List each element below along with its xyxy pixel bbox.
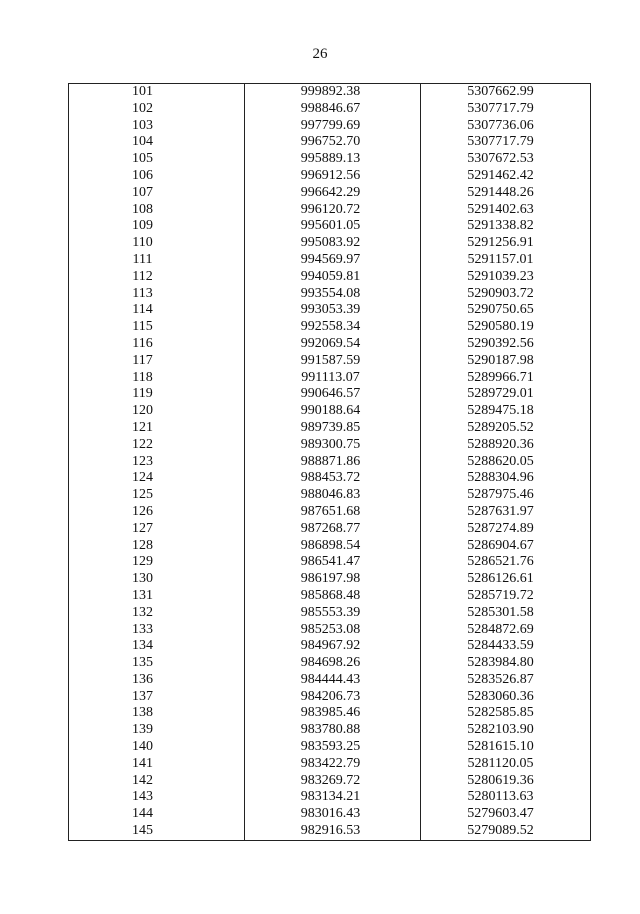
point-number-cell: 102 (69, 101, 245, 118)
table-row (69, 554, 591, 571)
x-coordinate-cell: 996120.72 (245, 202, 421, 219)
y-coordinate-cell: 5291039.23 (421, 269, 591, 286)
table-row (69, 487, 591, 504)
point-number-cell: 135 (69, 655, 245, 672)
y-coordinate-cell: 5290580.19 (421, 319, 591, 336)
x-coordinate-cell: 987268.77 (245, 521, 421, 538)
x-coordinate-cell: 991587.59 (245, 353, 421, 370)
point-number-cell: 101 (69, 84, 245, 101)
page-number: 26 (312, 46, 328, 62)
y-coordinate-cell: 5290392.56 (421, 336, 591, 353)
y-coordinate-cell: 5279089.52 (421, 823, 591, 840)
x-coordinate-cell: 995601.05 (245, 218, 421, 235)
x-coordinate-cell: 983985.46 (245, 705, 421, 722)
point-number-cell: 145 (69, 823, 245, 840)
table-row (69, 202, 591, 219)
table-row (69, 336, 591, 353)
y-coordinate-cell: 5291157.01 (421, 252, 591, 269)
y-coordinate-cell: 5284433.59 (421, 638, 591, 655)
table-row (69, 454, 591, 471)
y-coordinate-cell: 5288920.36 (421, 437, 591, 454)
table-row (69, 806, 591, 823)
point-number-cell: 130 (69, 571, 245, 588)
point-number-cell: 123 (69, 454, 245, 471)
y-coordinate-cell: 5281120.05 (421, 756, 591, 773)
y-coordinate-cell: 5284872.69 (421, 622, 591, 639)
x-coordinate-cell: 990646.57 (245, 386, 421, 403)
y-coordinate-cell: 5307736.06 (421, 118, 591, 135)
x-coordinate-cell: 987651.68 (245, 504, 421, 521)
table-row (69, 403, 591, 420)
table-row (69, 218, 591, 235)
table-row (69, 622, 591, 639)
y-coordinate-cell: 5279603.47 (421, 806, 591, 823)
x-coordinate-cell: 998846.67 (245, 101, 421, 118)
point-number-cell: 106 (69, 168, 245, 185)
y-coordinate-cell: 5280113.63 (421, 789, 591, 806)
table-row (69, 605, 591, 622)
table-row (69, 722, 591, 739)
y-coordinate-cell: 5290750.65 (421, 302, 591, 319)
table-row (69, 672, 591, 689)
x-coordinate-cell: 983780.88 (245, 722, 421, 739)
table-row (69, 437, 591, 454)
point-number-cell: 109 (69, 218, 245, 235)
y-coordinate-cell: 5289475.18 (421, 403, 591, 420)
y-coordinate-cell: 5307717.79 (421, 134, 591, 151)
table-row (69, 118, 591, 135)
x-coordinate-cell: 984967.92 (245, 638, 421, 655)
y-coordinate-cell: 5287975.46 (421, 487, 591, 504)
y-coordinate-cell: 5280619.36 (421, 773, 591, 790)
table-row (69, 370, 591, 387)
point-number-cell: 119 (69, 386, 245, 403)
y-coordinate-cell: 5290903.72 (421, 286, 591, 303)
y-coordinate-cell: 5290187.98 (421, 353, 591, 370)
x-coordinate-cell: 983593.25 (245, 739, 421, 756)
y-coordinate-cell: 5291462.42 (421, 168, 591, 185)
x-coordinate-cell: 984444.43 (245, 672, 421, 689)
point-number-cell: 103 (69, 118, 245, 135)
x-coordinate-cell: 986541.47 (245, 554, 421, 571)
point-number-cell: 115 (69, 319, 245, 336)
x-coordinate-cell: 999892.38 (245, 84, 421, 101)
x-coordinate-cell: 983016.43 (245, 806, 421, 823)
table-row (69, 823, 591, 840)
table-row (69, 252, 591, 269)
x-coordinate-cell: 997799.69 (245, 118, 421, 135)
y-coordinate-cell: 5291256.91 (421, 235, 591, 252)
point-number-cell: 124 (69, 470, 245, 487)
y-coordinate-cell: 5287274.89 (421, 521, 591, 538)
y-coordinate-cell: 5286904.67 (421, 538, 591, 555)
table-row (69, 235, 591, 252)
y-coordinate-cell: 5281615.10 (421, 739, 591, 756)
point-number-cell: 114 (69, 302, 245, 319)
y-coordinate-cell: 5285719.72 (421, 588, 591, 605)
y-coordinate-cell: 5289205.52 (421, 420, 591, 437)
y-coordinate-cell: 5282103.90 (421, 722, 591, 739)
point-number-cell: 129 (69, 554, 245, 571)
x-coordinate-cell: 995889.13 (245, 151, 421, 168)
x-coordinate-cell: 983269.72 (245, 773, 421, 790)
table-row (69, 739, 591, 756)
table-row (69, 269, 591, 286)
point-number-cell: 143 (69, 789, 245, 806)
y-coordinate-cell: 5286126.61 (421, 571, 591, 588)
y-coordinate-cell: 5288620.05 (421, 454, 591, 471)
point-number-cell: 118 (69, 370, 245, 387)
x-coordinate-cell: 988871.86 (245, 454, 421, 471)
x-coordinate-cell: 992069.54 (245, 336, 421, 353)
table-row (69, 655, 591, 672)
point-number-cell: 138 (69, 705, 245, 722)
point-number-cell: 108 (69, 202, 245, 219)
table-row (69, 286, 591, 303)
table-row (69, 302, 591, 319)
point-number-cell: 141 (69, 756, 245, 773)
point-number-cell: 121 (69, 420, 245, 437)
x-coordinate-cell: 994569.97 (245, 252, 421, 269)
point-number-cell: 137 (69, 689, 245, 706)
x-coordinate-cell: 988046.83 (245, 487, 421, 504)
table-row (69, 185, 591, 202)
coordinates-table-body (69, 84, 591, 841)
point-number-cell: 125 (69, 487, 245, 504)
table-row (69, 386, 591, 403)
point-number-cell: 107 (69, 185, 245, 202)
y-coordinate-cell: 5289966.71 (421, 370, 591, 387)
point-number-cell: 104 (69, 134, 245, 151)
x-coordinate-cell: 992558.34 (245, 319, 421, 336)
table-row (69, 353, 591, 370)
point-number-cell: 142 (69, 773, 245, 790)
x-coordinate-cell: 989300.75 (245, 437, 421, 454)
y-coordinate-cell: 5282585.85 (421, 705, 591, 722)
y-coordinate-cell: 5287631.97 (421, 504, 591, 521)
point-number-cell: 134 (69, 638, 245, 655)
x-coordinate-cell: 990188.64 (245, 403, 421, 420)
x-coordinate-cell: 994059.81 (245, 269, 421, 286)
point-number-cell: 127 (69, 521, 245, 538)
point-number-cell: 128 (69, 538, 245, 555)
table-row (69, 151, 591, 168)
x-coordinate-cell: 984698.26 (245, 655, 421, 672)
point-number-cell: 140 (69, 739, 245, 756)
point-number-cell: 113 (69, 286, 245, 303)
table-row (69, 319, 591, 336)
table-row (69, 521, 591, 538)
point-number-cell: 133 (69, 622, 245, 639)
table-row (69, 756, 591, 773)
point-number-cell: 116 (69, 336, 245, 353)
x-coordinate-cell: 983134.21 (245, 789, 421, 806)
point-number-cell: 111 (69, 252, 245, 269)
point-number-cell: 110 (69, 235, 245, 252)
x-coordinate-cell: 996752.70 (245, 134, 421, 151)
y-coordinate-cell: 5291448.26 (421, 185, 591, 202)
y-coordinate-cell: 5285301.58 (421, 605, 591, 622)
x-coordinate-cell: 988453.72 (245, 470, 421, 487)
x-coordinate-cell: 985253.08 (245, 622, 421, 639)
y-coordinate-cell: 5291338.82 (421, 218, 591, 235)
y-coordinate-cell: 5307662.99 (421, 84, 591, 101)
table-row (69, 84, 591, 101)
x-coordinate-cell: 985868.48 (245, 588, 421, 605)
y-coordinate-cell: 5283060.36 (421, 689, 591, 706)
x-coordinate-cell: 986197.98 (245, 571, 421, 588)
table-row (69, 168, 591, 185)
table-row (69, 773, 591, 790)
point-number-cell: 132 (69, 605, 245, 622)
table-row (69, 504, 591, 521)
x-coordinate-cell: 996912.56 (245, 168, 421, 185)
point-number-cell: 139 (69, 722, 245, 739)
table-row (69, 588, 591, 605)
table-row (69, 689, 591, 706)
x-coordinate-cell: 982916.53 (245, 823, 421, 840)
y-coordinate-cell: 5288304.96 (421, 470, 591, 487)
x-coordinate-cell: 984206.73 (245, 689, 421, 706)
point-number-cell: 122 (69, 437, 245, 454)
table-row (69, 420, 591, 437)
y-coordinate-cell: 5291402.63 (421, 202, 591, 219)
point-number-cell: 136 (69, 672, 245, 689)
x-coordinate-cell: 983422.79 (245, 756, 421, 773)
y-coordinate-cell: 5307672.53 (421, 151, 591, 168)
table-row (69, 538, 591, 555)
table-row (69, 101, 591, 118)
x-coordinate-cell: 996642.29 (245, 185, 421, 202)
table-row (69, 789, 591, 806)
y-coordinate-cell: 5307717.79 (421, 101, 591, 118)
table-row (69, 705, 591, 722)
table-row (69, 470, 591, 487)
x-coordinate-cell: 991113.07 (245, 370, 421, 387)
y-coordinate-cell: 5286521.76 (421, 554, 591, 571)
x-coordinate-cell: 986898.54 (245, 538, 421, 555)
point-number-cell: 131 (69, 588, 245, 605)
point-number-cell: 144 (69, 806, 245, 823)
x-coordinate-cell: 985553.39 (245, 605, 421, 622)
y-coordinate-cell: 5283984.80 (421, 655, 591, 672)
point-number-cell: 105 (69, 151, 245, 168)
point-number-cell: 120 (69, 403, 245, 420)
point-number-cell: 117 (69, 353, 245, 370)
table-row (69, 134, 591, 151)
y-coordinate-cell: 5289729.01 (421, 386, 591, 403)
x-coordinate-cell: 993053.39 (245, 302, 421, 319)
point-number-cell: 126 (69, 504, 245, 521)
y-coordinate-cell: 5283526.87 (421, 672, 591, 689)
point-number-cell: 112 (69, 269, 245, 286)
table-row (69, 638, 591, 655)
x-coordinate-cell: 995083.92 (245, 235, 421, 252)
table-row (69, 571, 591, 588)
coordinates-table (68, 83, 591, 841)
x-coordinate-cell: 989739.85 (245, 420, 421, 437)
x-coordinate-cell: 993554.08 (245, 286, 421, 303)
